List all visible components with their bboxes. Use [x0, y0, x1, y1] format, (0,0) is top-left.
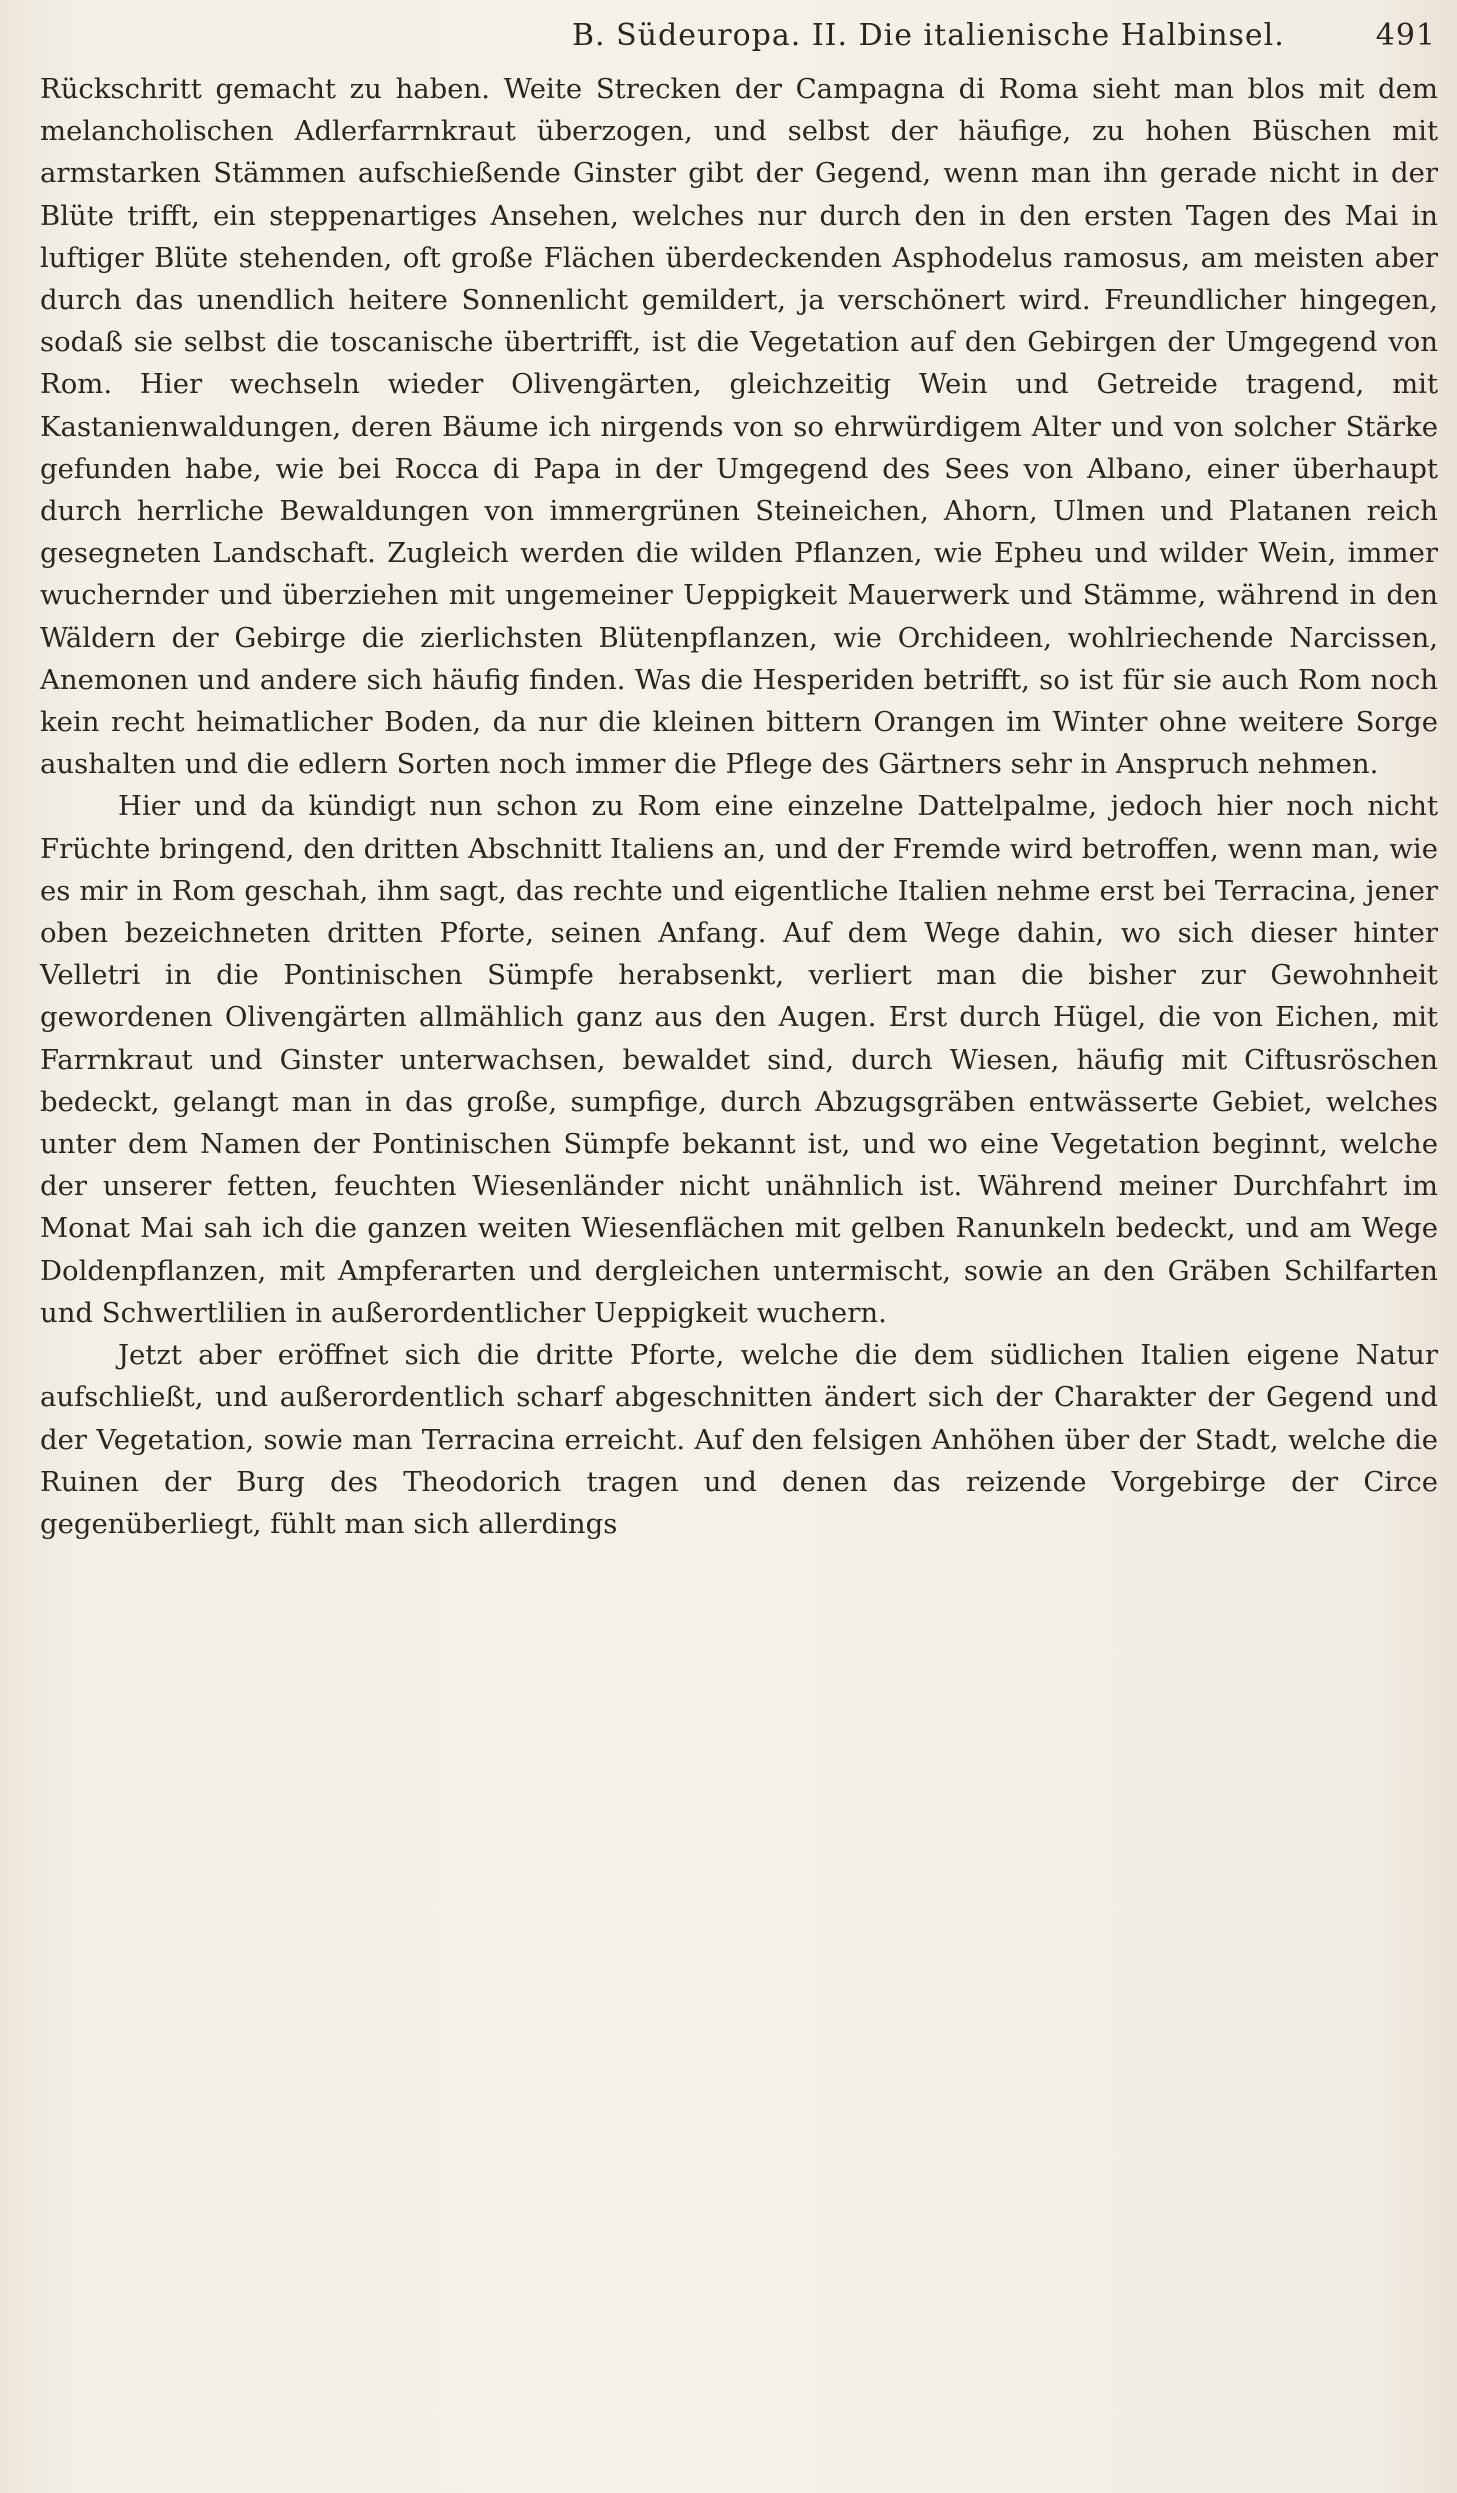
- running-header: [40, 8, 1440, 68]
- page-number: 491: [1375, 18, 1436, 53]
- paragraph-1: Rückschritt gemacht zu haben. Weite Strecken der Campagna di Roma sieht man blos mit dem melancholischen Adlerfarrnkraut überzogen, und selbst der häufige, zu hohen Büschen mit armstarken Stämmen aufschießende Ginster gibt der Gegend, wenn man ihn gerade nicht in der Blüte trifft, ein steppenartiges Ansehen, welches nur durch den in den ersten Tagen des Mai in luftiger Blüte stehenden, oft große Flächen überdeckenden Asphodelus ramosus, am meisten aber durch das unendlich heitere Sonnenlicht gemildert, ja verschönert wird. Freundlicher hingegen, sodaß sie selbst die toscanische übertrifft, ist die Vegetation auf den Gebirgen der Umgegend von Rom. Hier wechseln wieder Olivengärten, gleichzeitig Wein und Getreide tragend, mit Kastanienwaldungen, deren Bäume ich nirgends von so ehrwürdigem Alter und von solcher Stärke gefunden habe, wie bei Rocca di Papa in der Umgegend des Sees von Albano, einer überhaupt durch herrliche Bewaldungen von immergrünen Steineichen, Ahorn, Ulmen und Platanen reich gesegneten Landschaft. Zugleich werden die wilden Pflanzen, wie Epheu und wilder Wein, immer wuchernder und überziehen mit ungemeiner Ueppigkeit Mauerwerk und Stämme, während in den Wäldern der Gebirge die zierlichsten Blütenpflanzen, wie Orchideen, wohlriechende Narcissen, Anemonen und andere sich häufig finden. Was die Hesperiden betrifft, so ist für sie auch Rom noch kein recht heimatlicher Boden, da nur die kleinen bittern Orangen im Winter ohne weitere Sorge aushalten und die edlern Sorten noch immer die Pflege des Gärtners sehr in Anspruch nehmen.: [40, 73, 1438, 781]
- paragraph-3: Jetzt aber eröffnet sich die dritte Pforte, welche die dem südlichen Italien eigene Natur aufschließt, und außerordentlich scharf abgeschnitten ändert sich der Charakter der Gegend und der Vegetation, sowie man Terracina erreicht. Auf den felsigen Anhöhen über der Stadt, welche die Ruinen der Burg des Theodorich tragen und denen das reizende Vorgebirge der Circe gegenüberliegt, fühlt man sich allerdings: [40, 1339, 1438, 1540]
- body-text: [40, 68, 1438, 2478]
- header-section-title: B. Südeuropa. II. Die italienische Halbinsel.: [572, 18, 1285, 53]
- paragraph-2: Hier und da kündigt nun schon zu Rom eine einzelne Dattelpalme, jedoch hier noch nicht Früchte bringend, den dritten Abschnitt Italiens an, und der Fremde wird betroffen, wenn man, wie es mir in Rom geschah, ihm sagt, das rechte und eigentliche Italien nehme erst bei Terracina, jener oben bezeichneten dritten Pforte, seinen Anfang. Auf dem Wege dahin, wo sich dieser hinter Velletri in die Pontinischen Sümpfe herabsenkt, verliert man die bisher zur Gewohnheit gewordenen Olivengärten allmählich ganz aus den Augen. Erst durch Hügel, die von Eichen, mit Farrnkraut und Ginster unterwachsen, bewaldet sind, durch Wiesen, häufig mit Ciftusröschen bedeckt, gelangt man in das große, sumpfige, durch Abzugsgräben entwässerte Gebiet, welches unter dem Namen der Pontinischen Sümpfe bekannt ist, und wo eine Vegetation beginnt, welche der unserer fetten, feuchten Wiesenländer nicht unähnlich ist. Während meiner Durchfahrt im Monat Mai sah ich die ganzen weiten Wiesenflächen mit gelben Ranunkeln bedeckt, und am Wege Doldenpflanzen, mit Ampferarten und dergleichen untermischt, sowie an den Gräben Schilfarten und Schwertlilien in außerordentlicher Ueppigkeit wuchern.: [40, 790, 1438, 1329]
